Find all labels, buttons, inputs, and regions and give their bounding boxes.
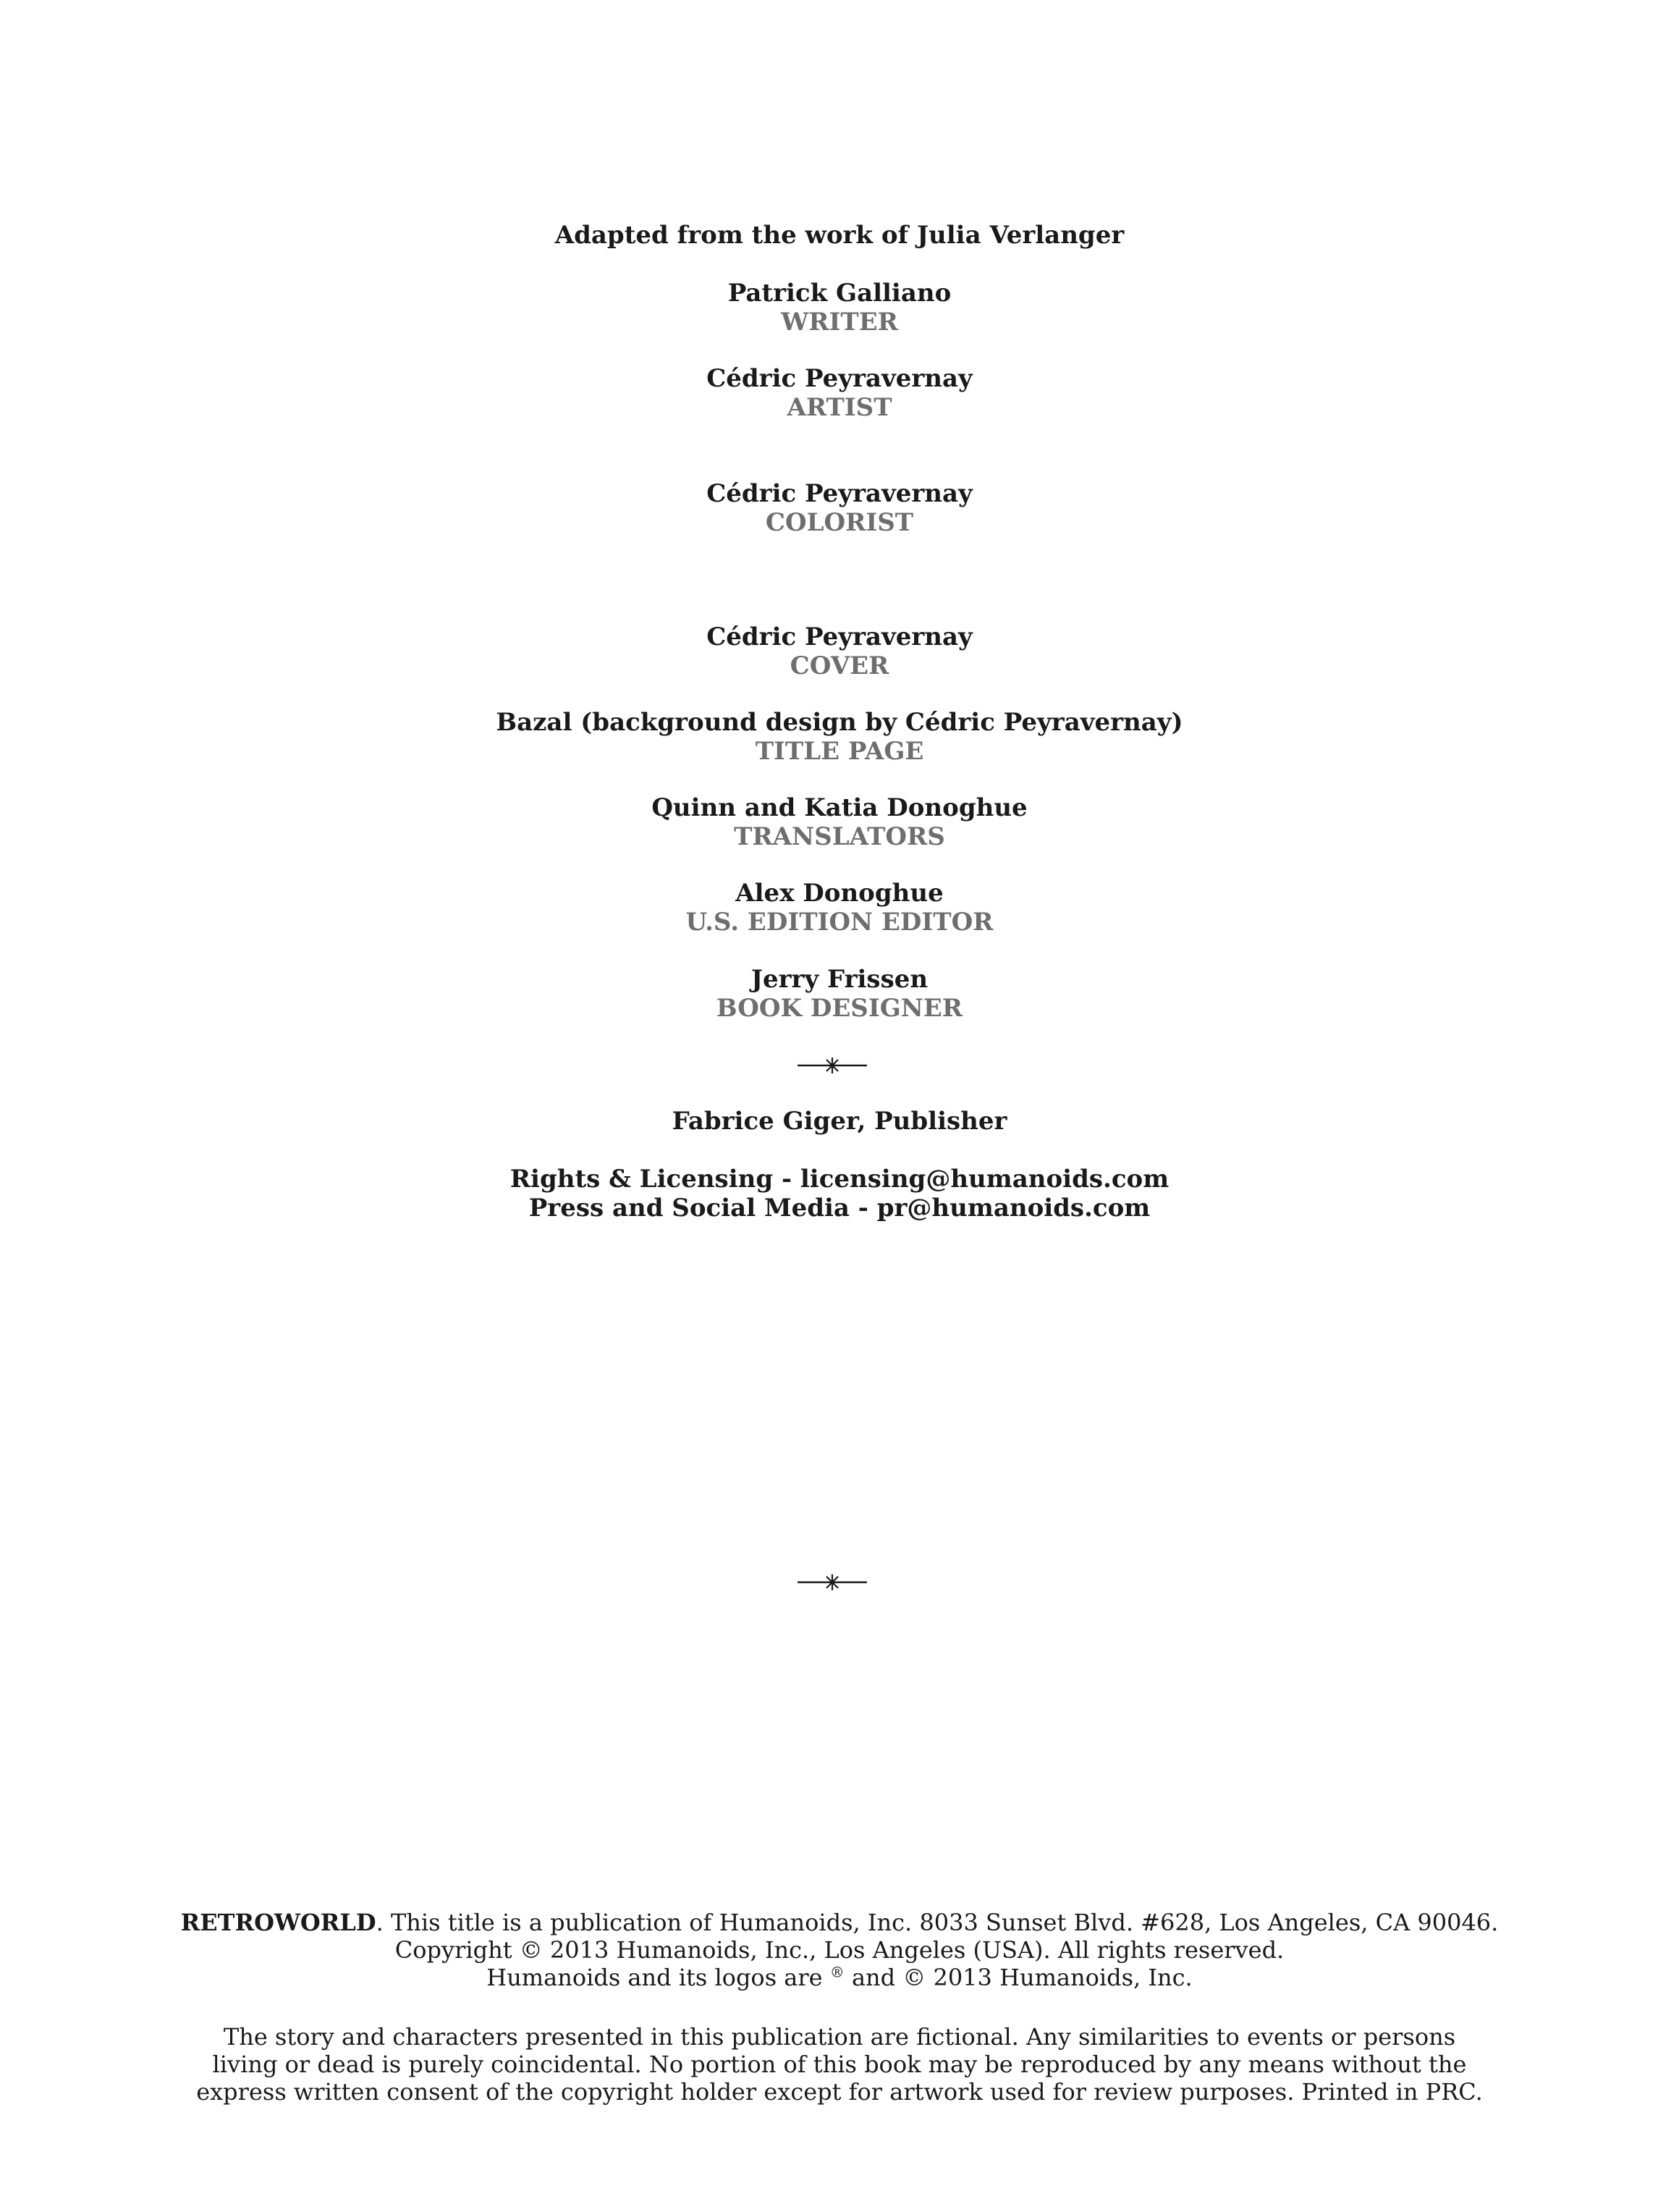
credit-role: COLORIST: [765, 508, 914, 537]
disclaimer-block: [0, 2023, 1679, 2106]
credit-title-page: [0, 708, 1679, 766]
trademark-line: Humanoids and its logos are ® and © 2013 Humanoids, Inc.: [486, 1963, 1193, 1991]
disclaimer-line: living or dead is purely coincidental. No portion of this book may be reproduced by any means without the: [212, 2051, 1467, 2078]
book-title: RETROWORLD: [180, 1909, 376, 1936]
credit-editor: [0, 879, 1679, 937]
credit-writer: [0, 279, 1679, 337]
press-contact: Press and Social Media - pr@humanoids.com: [528, 1194, 1151, 1223]
credit-name: Bazal (background design by Cédric Peyravernay): [496, 708, 1183, 737]
credit-book-designer: [0, 965, 1679, 1023]
copyright-block: [0, 1909, 1679, 1991]
credit-role: TRANSLATORS: [734, 822, 945, 851]
credit-role: BOOK DESIGNER: [716, 994, 963, 1023]
credit-artist: [0, 364, 1679, 422]
contact-lines: [0, 1165, 1679, 1223]
publisher-line: Fabrice Giger, Publisher: [672, 1107, 1007, 1136]
rights-licensing-contact: Rights & Licensing - licensing@humanoids.com: [509, 1165, 1170, 1194]
credit-role: U.S. EDITION EDITOR: [685, 908, 994, 937]
ornament-divider-icon: [796, 1571, 868, 1593]
credit-role: TITLE PAGE: [755, 737, 924, 766]
publication-line: RETROWORLD. This title is a publication of Humanoids, Inc. 8033 Sunset Blvd. #628, Los Angeles, CA 90046.: [180, 1909, 1499, 1936]
credit-cover: [0, 622, 1679, 680]
copyright-line: Copyright © 2013 Humanoids, Inc., Los Angeles (USA). All rights reserved.: [394, 1936, 1285, 1964]
credit-name: Cédric Peyravernay: [706, 364, 973, 393]
credit-name: Cédric Peyravernay: [706, 479, 973, 508]
credit-name: Alex Donoghue: [735, 879, 944, 908]
credit-name: Cédric Peyravernay: [706, 622, 973, 651]
credit-name: Jerry Frissen: [750, 965, 929, 994]
adapted-from-line: Adapted from the work of Julia Verlanger: [554, 221, 1125, 250]
credit-name: Patrick Galliano: [727, 279, 952, 308]
credit-role: ARTIST: [787, 393, 892, 422]
credit-role: COVER: [790, 651, 889, 680]
credit-translators: [0, 793, 1679, 851]
credit-role: WRITER: [781, 308, 898, 337]
disclaimer-line: The story and characters presented in this publication are fictional. Any similarities to events or persons: [223, 2023, 1456, 2051]
credit-colorist: [0, 479, 1679, 537]
disclaimer-line: express written consent of the copyright holder except for artwork used for review purposes. Printed in PRC.: [196, 2078, 1483, 2106]
credit-name: Quinn and Katia Donoghue: [651, 793, 1028, 822]
ornament-divider-icon: [796, 1055, 868, 1076]
